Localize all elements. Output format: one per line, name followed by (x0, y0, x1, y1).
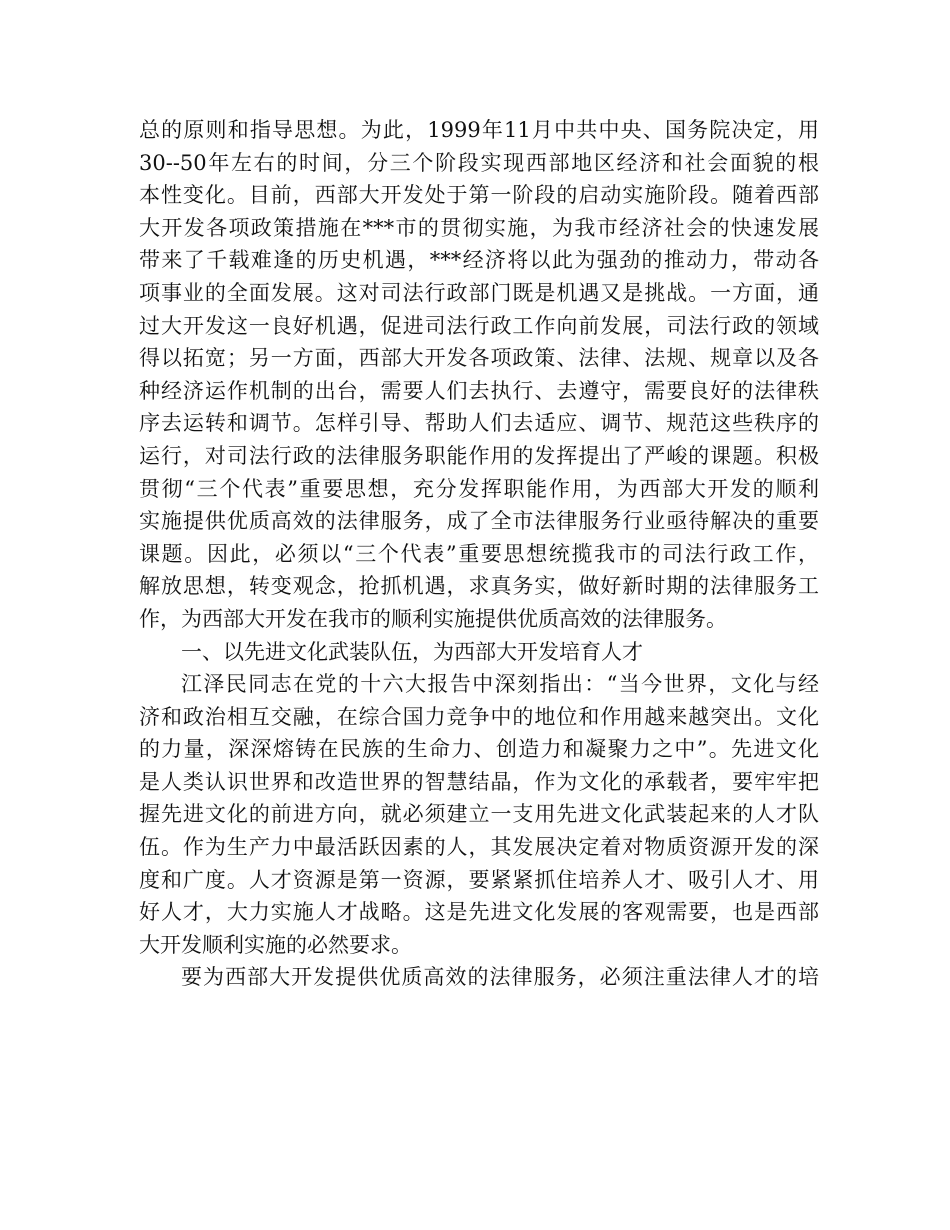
text-line: 贯彻“三个代表”重要思想，充分发挥职能作用，为西部大开发的顺利 (139, 476, 819, 501)
text-line: 带来了千载难逢的历史机遇，***经济将以此为强劲的推动力，带动各 (139, 248, 819, 273)
text-line: 得以拓宽；另一方面，西部大开发各项政策、法律、法规、规章以及各 (139, 346, 819, 371)
text-line: 握先进文化的前进方向，就必须建立一支用先进文化武装起来的人才队 (139, 802, 819, 827)
text-line: 项事业的全面发展。这对司法行政部门既是机遇又是挑战。一方面，通 (139, 280, 819, 305)
text-line: 大开发顺利实施的必然要求。 (139, 932, 412, 957)
text-line: 序去运转和调节。怎样引导、帮助人们去适应、调节、规范这些秩序的 (139, 411, 819, 436)
text-line: 作，为西部大开发在我市的顺利实施提供优质高效的法律服务。 (139, 606, 727, 631)
text-line: 种经济运作机制的出台，需要人们去执行、去遵守，需要良好的法律秩 (139, 378, 819, 403)
text-line: 解放思想，转变观念，抢抓机遇，求真务实，做好新时期的法律服务工 (139, 574, 819, 599)
text-line: 好人才，大力实施人才战略。这是先进文化发展的客观需要，也是西部 (139, 900, 819, 925)
text-line: 度和广度。人才资源是第一资源，要紧紧抓住培养人才、吸引人才、用 (139, 867, 819, 892)
text-line: 30--50年左右的时间，分三个阶段实现西部地区经济和社会面貌的根 (139, 150, 819, 175)
text-line: 要为西部大开发提供优质高效的法律服务，必须注重法律人才的培 (181, 965, 819, 990)
text-line: 的力量，深深熔铸在民族的生命力、创造力和凝聚力之中”。先进文化 (139, 737, 819, 762)
text-line: 总的原则和指导思想。为此，1999年11月中共中央、国务院决定，用 (139, 118, 819, 142)
text-line: 大开发各项政策措施在***市的贯彻实施，为我市经济社会的快速发展 (139, 215, 819, 240)
text-line: 江泽民同志在党的十六大报告中深刻指出：“当今世界，文化与经 (181, 672, 819, 697)
text-line: 是人类认识世界和改造世界的智慧结晶，作为文化的承载者，要牢牢把 (139, 769, 819, 794)
text-line: 济和政治相互交融，在综合国力竞争中的地位和作用越来越突出。文化 (139, 704, 819, 729)
text-line: 一、以先进文化武装队伍，为西部大开发培育人才 (181, 639, 643, 664)
text-line: 过大开发这一良好机遇，促进司法行政工作向前发展，司法行政的领域 (139, 313, 819, 338)
text-line: 本性变化。目前，西部大开发处于第一阶段的启动实施阶段。随着西部 (139, 183, 819, 208)
text-line: 运行，对司法行政的法律服务职能作用的发挥提出了严峻的课题。积极 (139, 443, 819, 468)
text-line: 实施提供优质高效的法律服务，成了全市法律服务行业亟待解决的重要 (139, 509, 819, 534)
text-line: 课题。因此，必须以“三个代表”重要思想统揽我市的司法行政工作， (139, 541, 819, 566)
body-text (139, 114, 819, 994)
text-line: 伍。作为生产力中最活跃因素的人，其发展决定着对物质资源开发的深 (139, 835, 819, 860)
